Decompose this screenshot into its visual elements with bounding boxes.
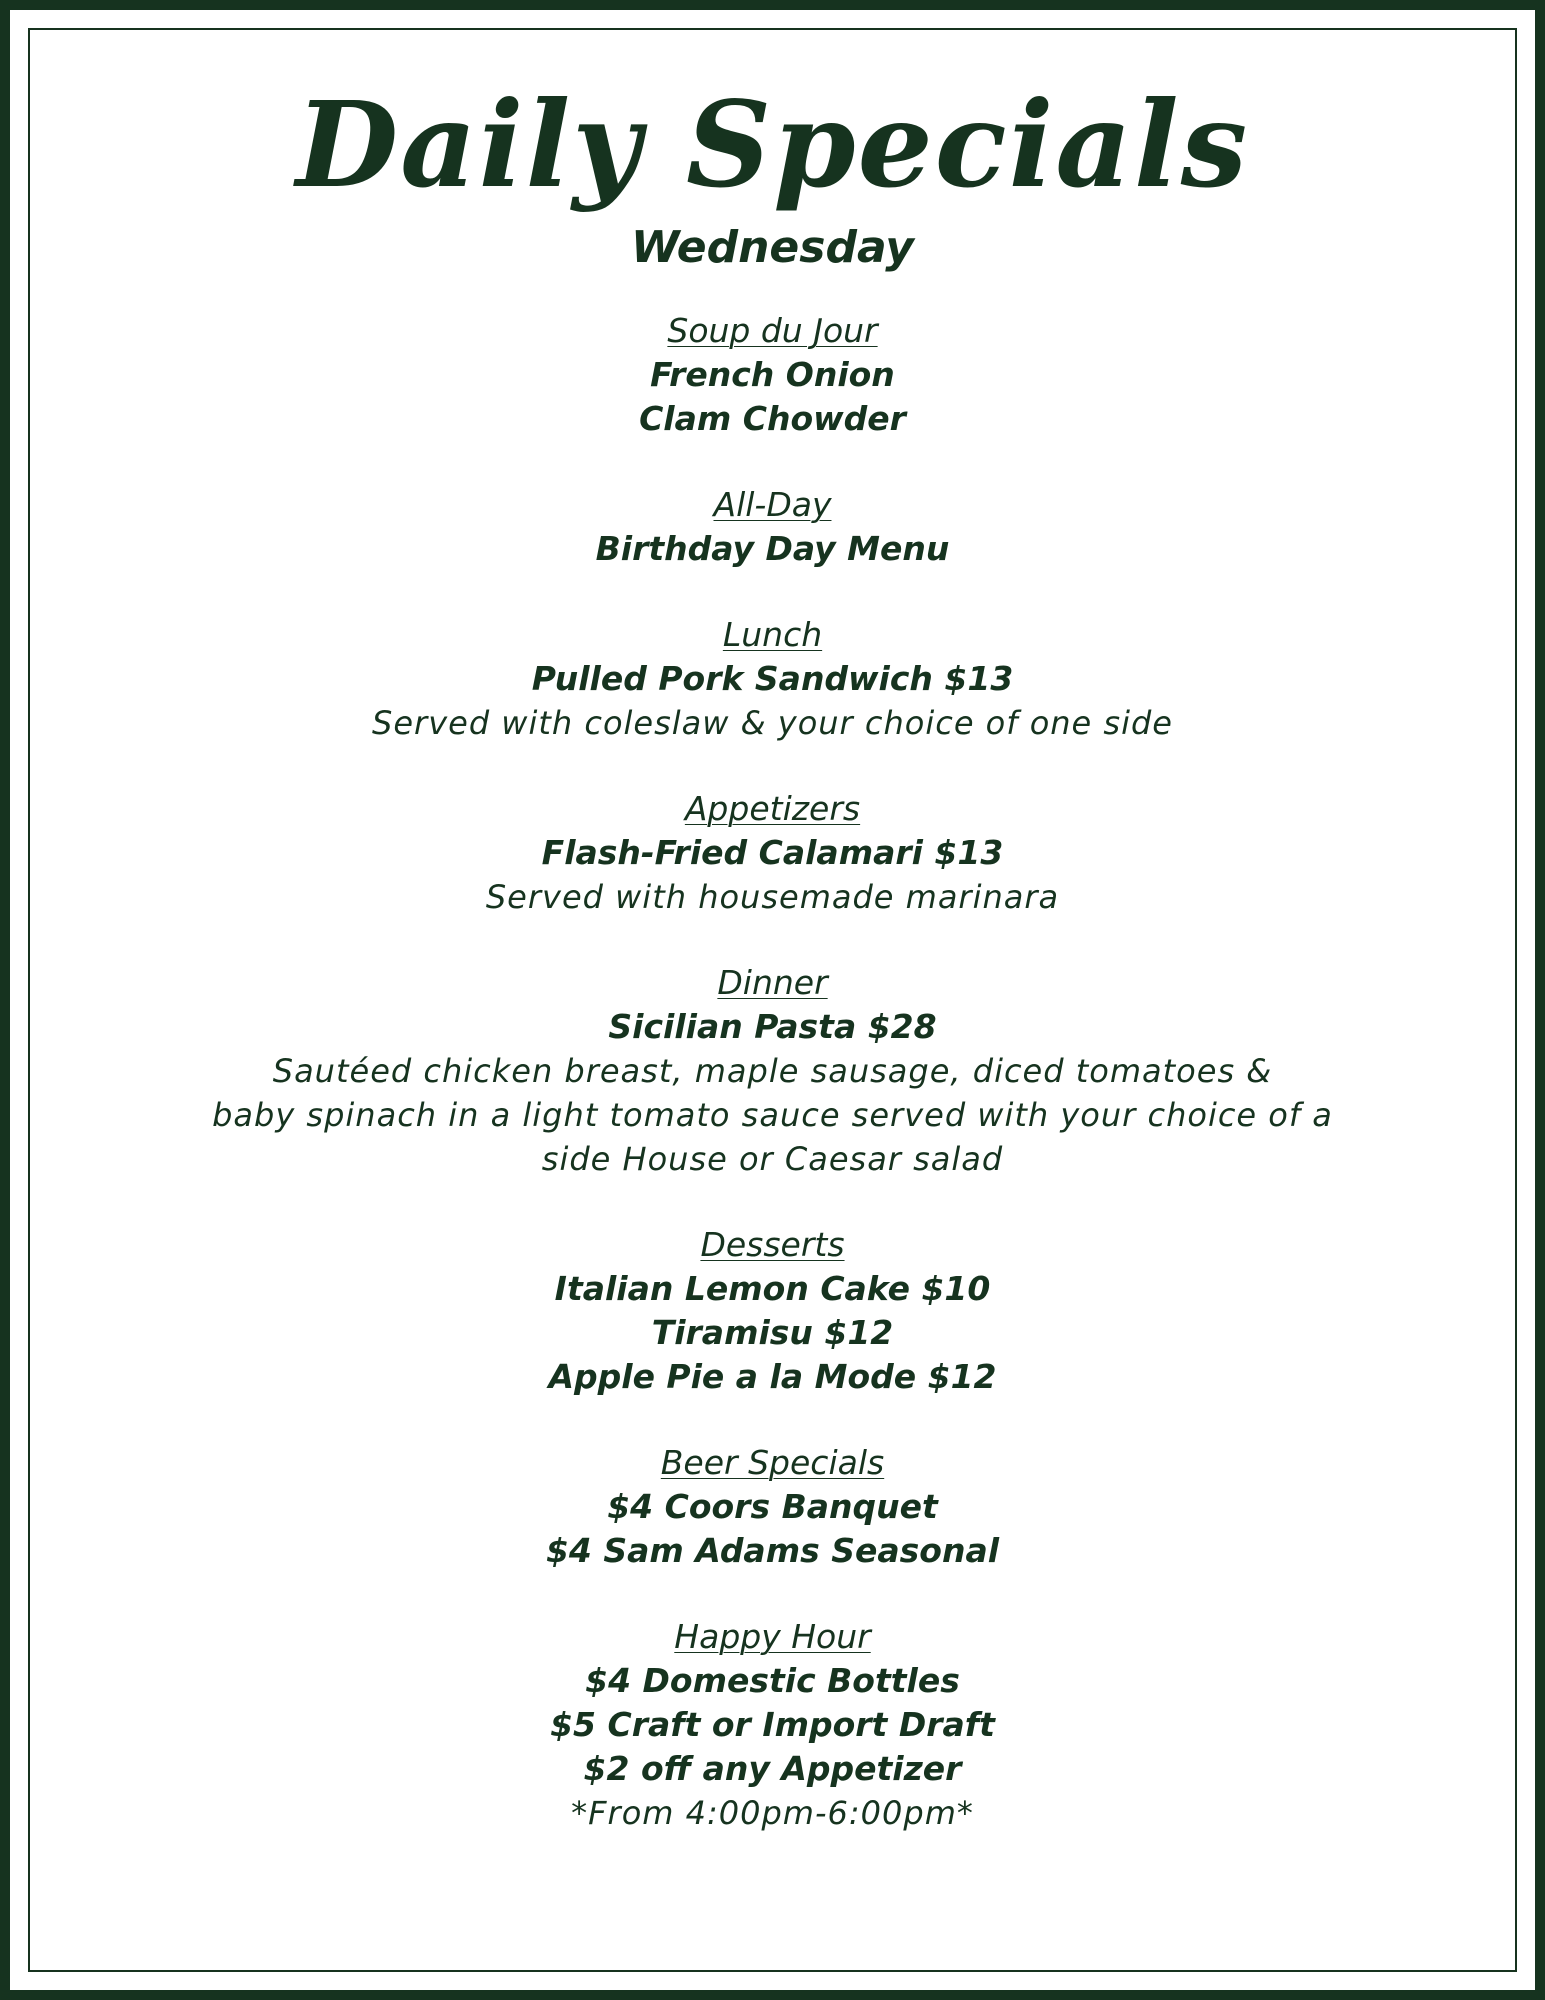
section-soup <box>10 309 1535 441</box>
section-all-day <box>10 483 1535 571</box>
section-label: Appetizers <box>684 789 861 828</box>
menu-item: $4 Domestic Bottles <box>585 1661 960 1700</box>
day-heading: Wednesday <box>631 222 914 273</box>
menu-item: Flash-Fried Calamari $13 <box>541 833 1004 872</box>
section-label: Happy Hour <box>674 1617 871 1656</box>
section-label: Desserts <box>700 1225 845 1264</box>
section-label: Beer Specials <box>660 1443 885 1482</box>
menu-item: $5 Craft or Import Draft <box>550 1705 995 1744</box>
menu-item: Sicilian Pasta $28 <box>608 1007 937 1046</box>
menu-item: $2 off any Appetizer <box>583 1749 962 1788</box>
section-label: Dinner <box>717 963 828 1002</box>
menu-item: French Onion <box>650 355 895 394</box>
section-label: All-Day <box>713 485 832 524</box>
item-description: Sautéed chicken breast, maple sausage, diced tomatoes & <box>272 1052 1273 1090</box>
item-description: baby spinach in a light tomato sauce served with your choice of a <box>212 1096 1333 1134</box>
menu-item: Tiramisu $12 <box>651 1313 894 1352</box>
section-lunch <box>10 613 1535 745</box>
menu-title: Daily Specials <box>295 75 1250 214</box>
section-label: Lunch <box>722 615 823 654</box>
menu-item: Clam Chowder <box>639 399 906 438</box>
section-desserts <box>10 1223 1535 1399</box>
menu-item: Pulled Pork Sandwich $13 <box>531 659 1014 698</box>
menu-item: Birthday Day Menu <box>595 529 950 568</box>
item-description: Served with housemade marinara <box>485 878 1060 916</box>
item-description: Served with coleslaw & your choice of one side <box>372 704 1173 742</box>
item-description: *From 4:00pm-6:00pm* <box>571 1794 974 1832</box>
menu-item: Apple Pie a la Mode $12 <box>548 1357 997 1396</box>
item-description: side House or Caesar salad <box>541 1140 1004 1178</box>
section-dinner <box>10 961 1535 1181</box>
menu-item: $4 Coors Banquet <box>607 1487 938 1526</box>
section-happy-hour <box>10 1615 1535 1835</box>
section-appetizers <box>10 787 1535 919</box>
menu-content <box>10 70 1535 1835</box>
section-beer-specials <box>10 1441 1535 1573</box>
section-label: Soup du Jour <box>667 311 878 350</box>
menu-item: Italian Lemon Cake $10 <box>554 1269 991 1308</box>
menu-item: $4 Sam Adams Seasonal <box>545 1531 1000 1570</box>
